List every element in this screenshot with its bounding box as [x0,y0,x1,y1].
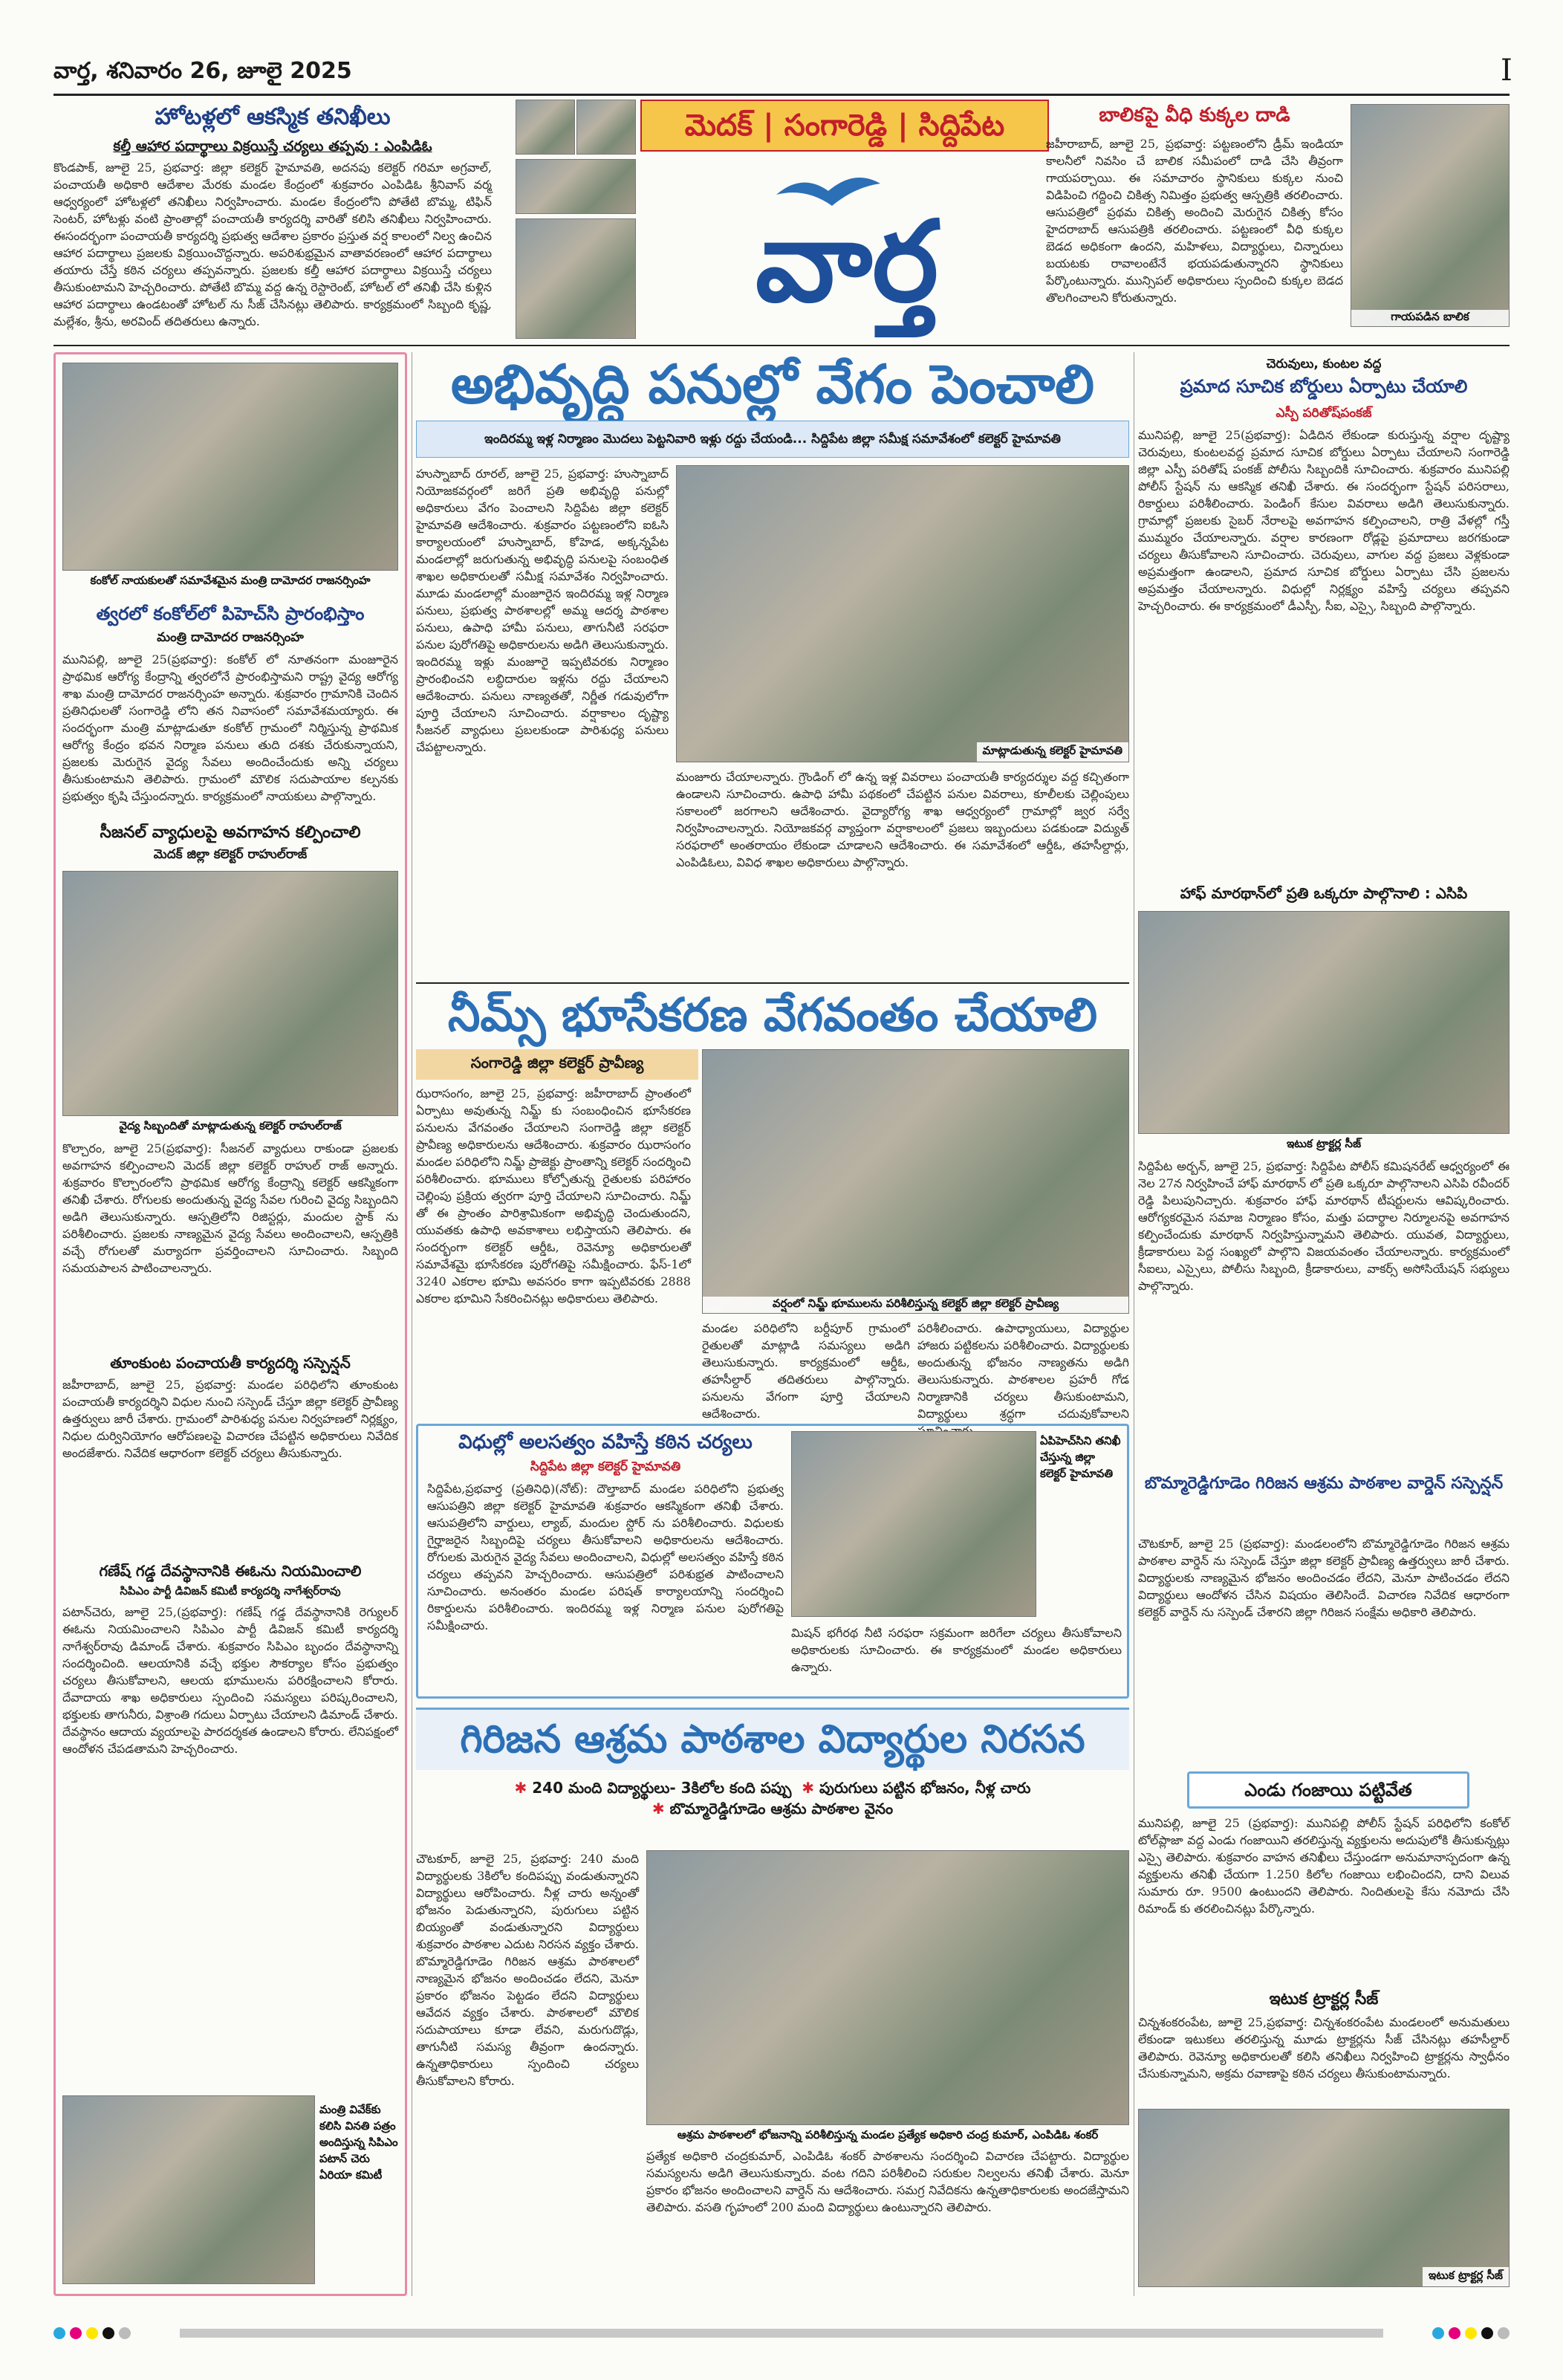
tribal-photo [646,1850,1129,2125]
left-story3-body: జహీరాబాద్, జూలై 25, ప్రభవార్త: మండల పరిధిలోని తూంకుంట పంచాయతీ కార్యదర్శిని విధుల నుంచి సస్పెండ్ చేస్తూ జిల్లా కలెక్టర్ ప్రావీణ్య ఉత్తర్వులు జారీ చేశారు. గ్రామంలో పారిశుధ్య పనుల నిర్వహణలో నిర్లక్ష్యం, నిధుల దుర్వినియోగం ఆరోపణలపై విచారణ చేపట్టిన అధికారులు నివేదిక అందజేశారు. నివేదిక ఆధారంగా కలెక్టర్ చర్యలు తీసుకున్నారు. [62,1378,398,1460]
hostel-photo [791,1431,1036,1617]
page-number: I [1501,53,1512,88]
tribal-bullet-row-2 [416,1798,1129,1819]
right-story4-body: మునిపల్లి, జూలై 25 (ప్రభవార్త): మునిపల్లి పోలీస్ స్టేషన్ పరిధిలోని కంకోల్ టోల్‌ప్లాజా వద్ద ఎండు గంజాయిని తరలిస్తున్న వ్యక్తులను అదుపులోకి తీసుకున్నట్లు ఎస్సై తెలిపారు. శుక్రవారం వాహన తనిఖీలు చేస్తుండగా అనుమానాస్పదంగా ఉన్న వ్యక్తులను తనిఖీ చేయగా 1.250 కిలోల గంజాయి లభించిందని, దాని విలువ సుమారు రూ. 9500 ఉంటుందని తెలిపారు. నిందితులపై కేసు నమోదు చేసి రిమాండ్ కు తరలించినట్లు పేర్కొన్నారు. [1138,1816,1510,1916]
lead-deck [416,421,1129,458]
tribal-photo-caption: ఆశ్రమ పాఠశాలలో భోజనాన్ని పరిశీలిస్తున్న మండల ప్రత్యేక అధికారి చంద్ర కుమార్, ఎంపిడిఓ శంకర్ [677,2128,1099,2141]
nims-subtitle: సంగారెడ్డి జిల్లా కలెక్టర్ ప్రావీణ్య [416,1049,698,1080]
left-story4-sub: సిపిఎం పార్టీ డివిజన్ కమిటీ కార్యదర్శి నాగేశ్వర్‌రావు [120,1584,341,1598]
tribal-title: గిరిజన ఆశ్రమ పాఠశాల విద్యార్థుల నిరసన [460,1717,1085,1762]
left-story2-title: సీజనల్ వ్యాధులపై అవగాహన కల్పించాలి [100,823,361,842]
left-story3-title: తూంకుంట పంచాయతీ కార్యదర్శి సస్పెన్షన్ [110,1354,351,1372]
footer-gray-strip [180,2329,1383,2338]
nims-photo [702,1049,1129,1314]
star-icon: ✱ [514,1779,527,1797]
right-story1-sub: ఎస్పీ పరితోష్‌పంకజ్ [1276,406,1372,421]
right-story1-body: మునిపల్లి, జూలై 25(ప్రభవార్త): ఏడిదిన లేకుండా కురుస్తున్న వర్షాల దృష్ట్యా చెరువులు, కుంటలవద్ద ప్రమాద సూచిక బోర్డులు ఏర్పాటు చేయాలని సంగారెడ్డి జిల్లా ఎస్పీ పరితోష్ పంకజ్ పోలీసు సిబ్బందికి సూచించారు. శుక్రవారం మునిపల్లి పోలీస్ స్టేషన్ ను ఆకస్మిక తనిఖీ చేశారు. ఈ సందర్భంగా స్టేషన్ పరిసరాలు, రికార్డులు పరిశీలించారు. పెండింగ్ కేసుల వివరాలు అడిగి తెలుసుకున్నారు. గ్రామాల్లో ప్రజలకు సైబర్ నేరాలపై అవగాహన కల్పించాలని, రాత్రి వేళల్లో గస్తీ ముమ్మరం చేయాలన్నారు. వర్షాల కారణంగా రోడ్లపై ప్రమాదాలు జరగకుండా చర్యలు తీసుకోవాలని సూచించారు. చెరువులు, వాగుల వద్ద ప్రజలు వెళ్లకుండా అప్రమత్తంగా ఉండాలని, ప్రమాద సూచిక బోర్డులు ఏర్పాటు చేసి ప్రజలను అప్రమత్తం చేయాలన్నారు. విధుల్లో నిర్లక్ష్యం వహిస్తే చర్యలు తప్పవని హెచ్చరించారు. ఈ కార్యక్రమంలో డీఎస్పీ, సీఐ, ఎస్సై, సిబ్బంది పాల్గొన్నారు. [1138,428,1510,613]
right-ganja-box [1187,1771,1469,1809]
tribal-bullet-1: 240 మంది విద్యార్థులు- 3కిలోల కంది పప్పు [532,1779,792,1797]
nims-body-bottom-right: పరిశీలించారు. ఉపాధ్యాయులు, విద్యార్థుల హాజరు పట్టికలను పరిశీలించారు. విద్యార్థులకు అందుతున్న భోజనం నాణ్యతను అడిగి తెలుసుకున్నారు. పాఠశాలల ప్రహరీ గోడ నిర్మాణానికి చర్యలు తీసుకుంటామని, విద్యార్థులు శ్రద్ధగా చదువుకోవాలని [917,1321,1129,1421]
masthead-rule [53,94,1510,96]
hostel-body: సిద్దిపేట,ప్రభవార్త (ప్రతినిధి)(నోట్): దౌల్తాబాద్ మండల పరిధిలోని ప్రభుత్వ ఆసుపత్రిని జిల్లా కలెక్టర్ హైమావతి శుక్రవారం ఆకస్మికంగా తనిఖీ చేశారు. ఆసుపత్రిలోని వార్డులు, ల్యాబ్, మందుల స్టోర్ ను పరిశీలించారు. విధులకు గైర్హాజరైన సిబ్బందిపై చర్యలు తీసుకోవాలని అధికారులను ఆదేశించారు. రోగులకు మెరుగైన వైద్య సేవలు అందించాలని, విధుల్లో అలసత్వం వహిస్తే కఠిన చర్యలు తప్పవని హెచ్చరించారు. ఆసుపత్రిలో పరిశుభ్రత పాటించాలని సూచించారు. అనంతరం మండల పరిషత్ కార్యాలయాన్ని సందర్శించి రికార్డులను పరిశీలించారు. ఇందిరమ్మ ఇళ్ల నిర్మాణ పనుల పురోగతిపై సమీక్షించారు. [427,1482,784,1632]
star-icon: ✱ [802,1779,815,1797]
right-story1-title: ప్రమాద సూచిక బోర్డులు ఏర్పాటు చేయాలి [1180,376,1468,397]
dogs-caption: గాయపడిన బాలిక [1351,310,1509,326]
masthead-photo-strip [516,100,634,337]
lead-body-right: మంజూరు చేయాలన్నారు. గ్రౌండింగ్ లో ఉన్న ఇళ్ల వివరాలు పంచాయతీ కార్యదర్శుల వద్ద కచ్చితంగా ఉండాలని సూచించారు. ఉపాధి హామీ పథకంలో చేపట్టిన పనుల వివరాలు, కూలీలకు చెల్లింపులు సకాలంలో జరగాలని ఆదేశించారు. వైద్యారోగ్య శాఖ ఆధ్వర్యంలో గ్రామాల్లో జ్వర సర్వే నిర్వహించాలన్నారు. నియోజకవర్గ వ్యాప్తంగా వర్షాకాలంలో ప్రజలు ఇబ్బందులు పడకుండా విద్యుత్ సరఫరాలో అంతరాయం లేకుండా చూడాలని ఆదేశించారు. ఈ సమావేశంలో ఆర్డీఓ, తహసీల్దార్లు, ఎంపిడిఓలు, వివిధ శాఖల అధికారులు పాల్గొన్నారు. [676,770,1129,869]
nims-body-bottom: మండల పరిధిలోని బర్దీపూర్ గ్రామంలో రైతులతో మాట్లాడి సమస్యలు అడిగి తెలుసుకున్నారు. కార్యక్రమంలో ఆర్డీఓ, తహసీల్దార్ తదితరులు పాల్గొన్నారు. పనులను వేగంగా పూర్తి చేయాలని ఆదేశించారు. [702,1321,910,1421]
masthead-photo-2 [576,100,636,155]
masthead-photo-3 [516,159,636,214]
registration-dots-left [53,2327,131,2342]
hostel-photo-caption: ఏపిహెచ్‌సిని తనిఖీ చేస్తున్న జిల్లా కలెక్టర్ హైమావతి [1040,1434,1121,1480]
registration-dots-right [1432,2327,1510,2342]
left-photo-2-caption: వైద్య సిబ్బందితో మాట్లాడుతున్న కలెక్టర్ రాహుల్‌రాజ్ [119,1119,342,1132]
nims-title: నీమ్స్ భూసేకరణ వేగవంతం చేయాలి [447,988,1098,1042]
left-photo-1 [62,363,398,571]
hotels-subtitle: కల్తీ ఆహార పదార్థాలు విక్రయిస్తే చర్యలు తప్పవు : ఎంపిడిఓ [113,138,432,155]
right-story5-title: ఇటుక ట్రాక్టర్ల సీజ్ [1269,1990,1379,2008]
nims-body: ఝరాసంగం, జూలై 25, ప్రభవార్త: జహీరాబాద్ ప్రాంతంలో ఏర్పాటు అవుతున్న నిమ్జ్ కు సంబంధించిన భూసేకరణ పనులను వేగవంతం చేయాలని సంగారెడ్డి జిల్లా కలెక్టర్ ప్రావీణ్య అధికారులను ఆదేశించారు. శుక్రవారం ఝరాసంగం మండల పరిధిలోని నిమ్జ్ ప్రాజెక్టు ప్రాంతాన్ని కలెక్టర్ సందర్శించి పరిశీలించారు. భూములు కోల్పోతున్న రైతులకు పరిహారం చెల్లింపు ప్రక్రియ త్వరగా పూర్తి చేయాలని సూచించారు. నిమ్జ్ తో ఈ ప్రాంతం పారిశ్రామికంగా అభివృద్ధి చెందుతుందని, యువతకు ఉపాధి అవకాశాలు లభిస్తాయని తెలిపారు. ఈ సందర్భంగా కలెక్టర్ ఆర్డీఓ, రెవెన్యూ అధికారులతో సమావేశమై భూసేకరణ పురోగతిపై సమీక్షించారు. ఫేస్-1లో 3240 ఎకరాల భూమి అవసరం కాగా ఇప్పటివరకు 2888 ఎకరాల భూమిని సేకరించినట్లు అధికారులు తెలిపారు. [416,1086,691,1306]
right-story3-body: చౌటకూర్, జూలై 25 (ప్రభవార్త): మండలంలోని బొమ్మారెడ్డిగూడెం గిరిజన ఆశ్రమ పాఠశాల వార్డెన్ ను సస్పెండ్ చేస్తూ జిల్లా కలెక్టర్ ప్రావీణ్య ఉత్తర్వులు జారీ చేశారు. విద్యార్థులకు నాణ్యమైన భోజనం అందించడం లేదని, మెనూ పాటించడం లేదని విద్యార్థులు ఆందోళన చేసిన విషయం తెలిసిందే. విచారణ నివేదిక ఆధారంగా కలెక్టర్ వార్డెన్ ను సస్పెండ్ చేశారని జిల్లా గిరిజన సంక్షేమ అధికారి తెలిపారు. [1138,1537,1510,1619]
lead-body-left: హుస్నాబాద్ రూరల్, జూలై 25, ప్రభవార్త: హుస్నాబాద్ నియోజకవర్గంలో జరిగే ప్రతి అభివృద్ధి పనుల్లో అధికారులు వేగం పెంచాలని సిద్దిపేట జిల్లా కలెక్టర్ హైమావతి ఆదేశించారు. శుక్రవారం పట్టణంలోని ఐఓసి కార్యాలయంలో హుస్నాబాద్, కోహెడ, అక్కన్నపేట మండలాల్లో జరుగుతున్న అభివృద్ధి పనులపై సంబంధిత శాఖల అధికారులతో సమీక్ష సమావేశం నిర్వహించారు. మూడు మండలాల్లో మంజూరైన ఇందిరమ్మ ఇళ్ల నిర్మాణ పనులు, ప్రభుత్వ పాఠశాలల్లో అమ్మ ఆదర్శ పాఠశాల పనులు, ఉపాధి హామీ పనులు, తాగునీటి సరఫరా పనుల పురోగతిపై అధికారులను అడిగి తెలుసుకున్నారు. ఇందిరమ్మ ఇళ్లు మంజూరై ఇప్పటివరకు నిర్మాణం ప్రారంభించని లబ్ధిదారుల ఇళ్లను రద్దు చేయాలని ఆదేశించారు. పనులు నాణ్యతతో, నిర్ణీత గడువులోగా పూర్తి చేయాలని సూచించారు. వర్షాకాలం దృష్ట్యా సీజనల్ వ్యాధులు ప్రబలకుండా పారిశుధ్య పనులు చేపట్టాలన్నారు. [416,467,669,754]
tribal-bullet-2: పురుగులు పట్టిన భోజనం, నీళ్ల చారు [819,1779,1031,1797]
right-photo-2-caption: ఇటుక ట్రాక్టర్ల సీజ్ [1423,2267,1509,2286]
hotels-body: కొండపాక్, జూలై 25, ప్రభవార్త: జిల్లా కలెక్టర్ హైమావతి, అదనపు కలెక్టర్ గరిమా అగ్రవాల్, పంచాయతీ అధికారి ఆదేశాల మేరకు మండల కేంద్రంలో శుక్రవారం ఎంపిడిఓ శ్రీనివాస్ వర్మ ఆధ్వర్యంలో హోటళ్లలో తనిఖీలు నిర్వహించారు. మండల కేంద్రంలోని పోతేటి బొమ్మ, టిఫిన్ సెంటర్, హోటళ్లు వంటి ప్రాంతాల్లో పంచాయతీ కార్యదర్శి వారితో కలిసి తనిఖీలు నిర్వహించారు. ఈసందర్భంగా పంచాయతీ కార్యదర్శి ప్రభుత్వ ఆదేశాల ప్రకారం ప్రస్తుత వర్ష కాలంలో నిల్వ ఉంచిన ఆహార పదార్థాలు ప్రజలకు విక్రయించొద్దన్నారు. అపరిశుభ్రమైన వాతావరణంలో ఆహార పదార్థాలు తయారు చేస్తే కఠిన చర్యలు తప్పవన్నారు. ప్రజలకు కల్తీ ఆహార పదార్థాలు విక్రయిస్తే చర్యలు తీసుకుంటామని హెచ్చరించారు. పోతేటి బొమ్మ వద్ద ఉన్న రెస్టారెంట్, హోటల్ లో తనిఖీ చేసి కుళ్లిన ఆహార పదార్థాలు ఉండటంతో హోటల్ ను సీజ్ చేసినట్లు తెలిపారు. కార్యక్రమంలో సిబ్బంది కృష్ణ, మల్లేశం, శ్రీను, అరవింద్ తదితరులు ఉన్నారు. [53,160,492,328]
masthead-photo-1 [516,100,575,155]
footer-registration-bar [53,2326,1510,2341]
lead-title: అభివృద్ధి పనుల్లో వేగం పెంచాలి [450,353,1095,415]
hostel-body2: మిషన్ భగీరథ నీటి సరఫరా సక్రమంగా జరిగేలా చర్యలు తీసుకోవాలని అధికారులకు సూచించారు. ఈ కార్యక్రమంలో మండల అధికారులు ఉన్నారు. [791,1626,1122,1674]
left-story1-sub: మంత్రి దామోదర రాజనర్సింహ [157,630,304,645]
logo [654,158,1040,336]
hostel-subtitle: సిద్దిపేట జిల్లా కలెక్టర్ హైమావతి [530,1459,681,1474]
hotels-title: హోటళ్లలో ఆకస్మిక తనిఖీలు [155,104,391,130]
left-story2-body: కొల్చారం, జూలై 25(ప్రభవార్త): సీజనల్ వ్యాధులు రాకుండా ప్రజలకు అవగాహన కల్పించాలని మెదక్ జిల్లా కలెక్టర్ రాహుల్ రాజ్ అన్నారు. శుక్రవారం కొల్చారంలోని ప్రాథమిక ఆరోగ్య కేంద్రాన్ని కలెక్టర్ ఆకస్మికంగా తనిఖీ చేశారు. రోగులకు అందుతున్న వైద్య సేవల గురించి వైద్య సిబ్బందిని అడిగి తెలుసుకున్నారు. ఆస్పత్రిలోని రిజిస్టర్లు, మందుల స్టాక్ ను పరిశీలించారు. ప్రజలకు నాణ్యమైన వైద్య సేవలు అందించాలని, ఆస్పత్రికి వచ్చే రోగులతో మర్యాదగా ప్రవర్తించాలని సూచించారు. సిబ్బంది సమయపాలన పాటించాలన్నారు. [62,1141,398,1275]
right-photo-1 [1138,911,1510,1134]
tribal-body-left: చౌటకూర్, జూలై 25, ప్రభవార్త: 240 మంది విద్యార్థులకు 3కిలోల కందిపప్పు వండుతున్నారని విద్యార్థులు ఆరోపించారు. నీళ్ల చారు అన్నంతో భోజనం పెడుతున్నారని, పురుగులు పట్టిన బియ్యంతో వండుతున్నారని విద్యార్థులు శుక్రవారం పాఠశాల ఎదుట నిరసన వ్యక్తం చేశారు. బొమ్మారెడ్డిగూడెం గిరిజన ఆశ్రమ పాఠశాలలో నాణ్యమైన భోజనం అందించడం లేదని, మెనూ ప్రకారం భోజనం పెట్టడం లేదని విద్యార్థులు ఆవేదన వ్యక్తం చేశారు. పాఠశాలలో మౌలిక సదుపాయాలు కూడా లేవని, మరుగుదొడ్లు, తాగునీటి సమస్య తీవ్రంగా ఉందన్నారు. ఉన్నతాధికారులు స్పందించి చర్యలు తీసుకోవాలని కోరారు. [416,1852,639,2088]
nims-photo-caption: వర్షంలో నిమ్జ్ భూములను పరిశీలిస్తున్న కలెక్టర్ జిల్లా కలెక్టర్ ప్రావీణ్య [703,1297,1128,1313]
left-story4-title: గణేష్ గడ్డ దేవస్థానానికి ఈఓను నియమించాలి [99,1562,362,1580]
tribal-body-right: ప్రత్యేక అధికారి చంద్రకుమార్, ఎంపిడిఓ శంకర్ పాఠశాలను సందర్శించి విచారణ చేపట్టారు. విద్యార్థుల సమస్యలను అడిగి తెలుసుకున్నారు. వంట గదిని పరిశీలించి సరుకుల నిల్వలను తనిఖీ చేశారు. మెనూ ప్రకారం భోజనం అందించాలని వార్డెన్ ను ఆదేశించారు. సమగ్ర నివేదికను ఉన్నతాధికారులకు అందజేస్తామని తెలిపారు. వసతి గృహంలో 200 మంది విద్యార్థులు ఉంటున్నారని తెలిపారు. [646,2149,1129,2214]
left-story1-body: మునిపల్లి, జూలై 25(ప్రభవార్త): కంకోల్ లో నూతనంగా మంజూరైన ప్రాథమిక ఆరోగ్య కేంద్రాన్ని త్వరలోనే ప్రారంభిస్తామని రాష్ట్ర వైద్య ఆరోగ్య శాఖ మంత్రి దామోదర రాజనర్సింహ అన్నారు. శుక్రవారం గ్రామానికి చెందిన ప్రతినిధులతో సంగారెడ్డి లోని తన నివాసంలో సమావేశమయ్యారు. ఈ సందర్భంగా మంత్రి మాట్లాడుతూ కంకోల్ గ్రామంలో నిర్మిస్తున్న ప్రాథమిక ఆరోగ్య కేంద్రం భవన నిర్మాణ పనులు తుది దశకు చేరుకున్నాయని, ప్రజలకు మెరుగైన వైద్య సేవలు అందించేందుకు అన్ని చర్యలు తీసుకుంటామని తెలిపారు. గ్రామంలో మౌలిక సదుపాయాల కల్పనకు ప్రభుత్వం కృషి చేస్తుందన్నారు. కార్యక్రమంలో నాయకులు పాల్గొన్నారు. [62,652,398,803]
left-story1-title: త్వరలో కంకోల్‌లో పిహెచ్‌సి ప్రారంభిస్తాం [96,603,365,624]
dogs-title: బాలికపై వీధి కుక్కల దాడి [1099,104,1290,126]
left-story4-body: పటాన్‌చెరు, జూలై 25,(ప్రభవార్త): గణేష్ గడ్డ దేవస్థానానికి రెగ్యులర్ ఈఓను నియమించాలని సిపిఎం పార్టీ డివిజన్ కమిటీ కార్యదర్శి నాగేశ్వర్‌రావు డిమాండ్ చేశారు. శుక్రవారం సిపిఎం బృందం దేవస్థానాన్ని సందర్శించింది. ఆలయానికి వచ్చే భక్తుల సౌకర్యాల కోసం ప్రభుత్వం చర్యలు తీసుకోవాలని, ఆలయ భూములను పరిరక్షించాలని కోరారు. దేవాదాయ శాఖ అధికారులు స్పందించి సమస్యలు పరిష్కరించాలని, భక్తులకు తాగునీరు, విశ్రాంతి గదులు ఏర్పాటు చేయాలని డిమాండ్ చేశారు. దేవస్థానం ఆదాయ వ్యయాలపై పారదర్శకత ఉండాలని కోరారు. లేనిపక్షంలో ఆందోళన చేపడతామని హెచ్చరించారు. [62,1605,398,1756]
lead-deck-text: ఇందిరమ్మ ఇళ్ల నిర్మాణం మొదలు పెట్టనివారి ఇళ్లు రద్దు చేయండి... సిద్దిపేట జిల్లా సమీక్ష సమావేశంలో కలెక్టర్ హైమావతి [484,432,1061,447]
dogs-body: జహీరాబాద్, జూలై 25, ప్రభవార్త: పట్టణంలోని డ్రీమ్ ఇండియా కాలనీలో నివసిం చే బాలిక సమీపంలో దాడి చేసి తీవ్రంగా గాయపర్చాయి. ఈ సమాచారం స్థానికులు కుక్కల నుంచి విడిపించి గద్దించి చికిత్స నిమిత్తం ప్రభుత్వ ఆస్పత్రికి తరలించారు. ఆసుపత్రిలో ప్రథమ చికిత్స అందించి మెరుగైన చికిత్స కోసం హైదరాబాద్ ఆసుపత్రికి తరలించారు. పట్టణంలో వీధి కుక్కల బెడద అధికంగా ఉందని, మహిళలు, విద్యార్థులు, చిన్నారులు బయటకు రావాలంటేనే భయపడుతున్నారని స్థానికులు పేర్కొంటున్నారు. మున్సిపల్ అధికారులు స్పందించి కుక్కల బెడద తొలగించాలని కోరుతున్నారు. [1046,137,1343,305]
tribal-header [416,1708,1129,1770]
masthead-photo-4 [516,218,636,339]
right-photo-1-caption: ఇటుక ట్రాక్టర్ల సీజ్ [1286,1137,1362,1150]
left-photo-2 [62,871,398,1116]
left-story2-sub: మెదక్ జిల్లా కలెక్టర్ రాహుల్‌రాజ్ [153,847,308,862]
right-story2-body: సిద్దిపేట అర్బన్, జూలై 25, ప్రభవార్త: సిద్దిపేట పోలీస్ కమిషనరేట్ ఆధ్వర్యంలో ఈ నెల 27న నిర్వహించే హాఫ్ మారథాన్ లో ప్రతి ఒక్కరూ పాల్గొనాలని ఎసిపి రవీందర్ రెడ్డి పిలుపునిచ్చారు. శుక్రవారం హాఫ్ మారథాన్ టీషర్టులను ఆవిష్కరించారు. ఆరోగ్యకరమైన సమాజ నిర్మాణం కోసం, మత్తు పదార్థాల నిర్మూలనపై అవగాహన కల్పించేందుకు మారథాన్ నిర్వహిస్తున్నామని తెలిపారు. యువత, విద్యార్థులు, క్రీడాకారులు పెద్ద సంఖ్యలో పాల్గొని విజయవంతం చేయాలన్నారు. కార్యక్రమంలో సీఐలు, ఎస్సైలు, పోలీసు సిబ్బంది, క్రీడాకారులు, వాకర్స్ అసోసియేషన్ సభ్యులు పాల్గొన్నారు. [1138,1159,1510,1293]
dogs-photo [1351,104,1510,327]
star-icon: ✱ [651,1800,665,1818]
right-story2-title: హాఫ్ మారథాన్‌లో ప్రతి ఒక్కరూ పాల్గొనాలి : ఎసిపి [1180,884,1468,902]
right-story5-body: చిన్నశంకరంపేట, జూలై 25,ప్రభవార్త: చిన్నశంకరంపేట మండలంలో అనుమతులు లేకుండా ఇటుకలు తరలిస్తున్న మూడు ట్రాక్టర్లను సీజ్ చేసినట్లు తహసీల్దార్ తెలిపారు. రెవెన్యూ అధికారులతో కలిసి తనిఖీలు నిర్వహించి ట్రాక్టర్లను స్వాధీనం చేసుకున్నామని, అక్రమ రవాణాపై కఠిన చర్యలు తీసుకుంటామన్నారు. [1138,2015,1510,2081]
tribal-bullet-row-1 [416,1777,1129,1798]
hostel-title: విధుల్లో అలసత్వం వహిస్తే కఠిన చర్యలు [458,1431,753,1453]
right-story4-title: ఎండు గంజాయి పట్టివేత [1244,1780,1412,1800]
dateline: వార్త, శనివారం 26, జూలై 2025 [53,58,352,84]
tribal-bullet-3: బొమ్మారెడ్డిగూడెం ఆశ్రమ పాఠశాల వైనం [669,1800,894,1818]
right-story1-kicker: చెరువులు, కుంటల వద్ద [1266,357,1382,372]
nims-top-rule [416,982,1129,984]
tribal-bullets [416,1777,1129,1844]
left-photo-3 [62,2095,315,2284]
left-photo-3-caption: మంత్రి వివేక్‌కు కలిసి వినతి పత్రం అందిస్తున్న సిపిఎం పటాన్ చెరు ఏరియా కమిటీ [319,2103,398,2182]
right-photo-2 [1138,2109,1510,2287]
lead-photo-caption: మాట్లాడుతున్న కలెక్టర్ హైమావతి [977,742,1129,762]
right-story3-title: బొమ్మారెడ్డిగూడెం గిరిజన ఆశ్రమ పాఠశాల వార్డెన్ సస్పెన్షన్ [1144,1474,1504,1493]
edition-text: మెదక్ | సంగారెడ్డి | సిద్దిపేట [684,108,1005,143]
masthead-bottom-rule [53,345,1510,346]
left-photo-1-caption: కంకోల్ నాయకులతో సమావేశమైన మంత్రి దామోదర రాజనర్సింహ [90,574,371,587]
lead-photo [676,465,1129,762]
logo-text: వార్త [755,196,939,327]
edition-banner [640,100,1049,152]
